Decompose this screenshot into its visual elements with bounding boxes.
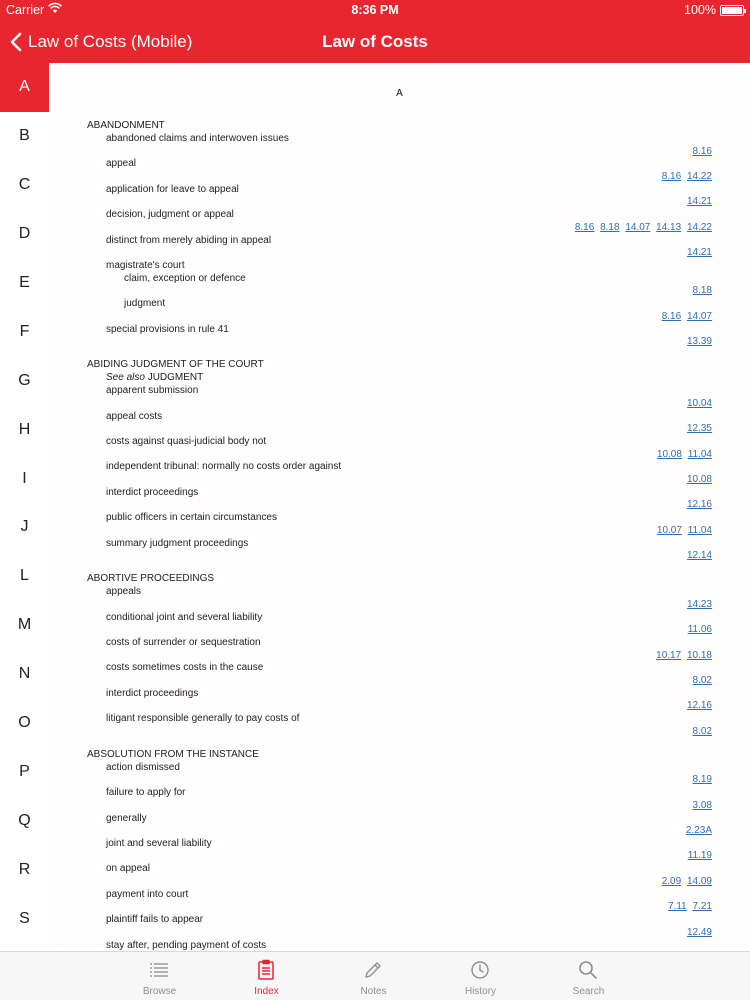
clipboard-icon [255, 959, 277, 981]
entry-label: interdict proceedings [106, 687, 199, 699]
alpha-letter-i[interactable]: I [22, 469, 27, 487]
see-also-prefix: See also [106, 372, 145, 384]
index-content[interactable] [49, 63, 750, 951]
entry-label: apparent submission [106, 385, 199, 397]
index-entry [87, 511, 712, 536]
alpha-letter-b[interactable]: B [19, 127, 30, 145]
ref-link[interactable]: 7.21 [692, 901, 712, 913]
section-title: ABORTIVE PROCEEDINGS [87, 573, 215, 585]
section-title: ABIDING JUDGMENT OF THE COURT [87, 359, 264, 371]
entry-refs [684, 397, 712, 410]
ref-link[interactable]: 12.16 [686, 700, 712, 712]
index-entry [87, 888, 712, 913]
section-title: ABSOLUTION FROM THE INSTANCE [87, 748, 259, 760]
entry-label: claim, exception or defence [124, 272, 246, 284]
ref-link[interactable]: 14.22 [686, 170, 712, 182]
index-entry [87, 537, 712, 562]
alpha-letter-c[interactable]: C [18, 176, 31, 194]
letter-heading: A [396, 88, 403, 99]
ref-link[interactable]: 8.18 [692, 285, 712, 297]
alphabet-index [0, 63, 49, 951]
index-entry [87, 611, 712, 636]
index-section [87, 572, 712, 737]
entry-refs [685, 623, 712, 636]
alpha-letter-f[interactable]: F [19, 322, 30, 340]
entry-refs [684, 699, 712, 712]
entry-refs [690, 674, 712, 687]
entry-refs [684, 926, 712, 939]
entry-refs [690, 284, 712, 297]
entry-refs [690, 773, 712, 786]
entry-refs [572, 221, 712, 234]
ref-link[interactable]: 12.49 [686, 926, 712, 938]
pencil-icon [362, 959, 384, 981]
tab-label: Search [572, 986, 605, 997]
tab-index[interactable] [213, 952, 320, 1000]
tab-label: History [464, 986, 497, 997]
entry-refs [690, 145, 712, 158]
entry-refs [659, 875, 712, 888]
entry-refs [659, 310, 712, 323]
ref-link[interactable]: 11.19 [687, 850, 712, 862]
alpha-letter-h[interactable]: H [18, 420, 31, 438]
index-entry [87, 259, 712, 272]
entry-refs [690, 725, 712, 738]
index-entry [87, 157, 712, 182]
ref-link[interactable]: 12.35 [686, 423, 712, 435]
ref-link[interactable]: 10.17 [656, 649, 682, 661]
tab-browse[interactable] [106, 952, 213, 1000]
entry-label: appeal [106, 158, 137, 170]
magnifier-icon [577, 959, 599, 981]
alpha-letter-e[interactable]: E [19, 274, 30, 291]
ref-link[interactable]: 10.18 [686, 649, 712, 661]
ref-link[interactable]: 8.18 [600, 221, 620, 233]
index-subentry [87, 297, 712, 322]
entry-refs [654, 524, 712, 537]
ref-link[interactable]: 12.16 [686, 499, 712, 511]
index-entry [87, 183, 712, 208]
ref-link[interactable]: 13.39 [686, 336, 712, 348]
ref-link[interactable]: 8.02 [692, 674, 712, 686]
entry-refs [684, 335, 712, 348]
entry-label: special provisions in rule 41 [106, 323, 229, 335]
ref-link[interactable]: 14.09 [686, 875, 712, 887]
index-entry [87, 323, 712, 348]
ref-link[interactable]: 8.16 [574, 221, 595, 233]
index-entry [87, 812, 712, 837]
alpha-letter-j[interactable]: J [20, 518, 29, 536]
entry-refs [685, 849, 712, 862]
ref-link[interactable]: 14.21 [686, 247, 712, 259]
entry-label: independent tribunal: normally no costs order against [106, 461, 342, 473]
entry-label: costs sometimes costs in the cause [106, 662, 264, 674]
alpha-letter-l[interactable]: L [20, 567, 29, 585]
tab-bar [0, 951, 750, 1000]
alpha-letter-r[interactable]: R [18, 860, 31, 878]
ref-link[interactable]: 14.07 [686, 310, 712, 322]
entry-label: costs of surrender or sequestration [106, 637, 261, 649]
index-entry [87, 939, 712, 952]
page-title: Law of Costs [322, 32, 428, 51]
entry-refs [659, 170, 712, 183]
index-section [87, 119, 712, 348]
ref-link[interactable]: 14.07 [625, 221, 651, 233]
index-section [87, 748, 712, 951]
carrier-label: Carrier [6, 3, 45, 17]
index-entry [87, 636, 712, 661]
ref-link[interactable]: 11.06 [687, 624, 712, 636]
entry-label: litigant responsible generally to pay costs of [106, 713, 300, 725]
entry-refs [684, 195, 712, 208]
entry-label: costs against quasi-judicial body not [106, 436, 267, 448]
entry-label: action dismissed [106, 761, 180, 773]
ref-link[interactable]: 10.04 [686, 397, 712, 409]
clock-icon [469, 959, 491, 981]
top-bar [0, 0, 750, 63]
entry-label: decision, judgment or appeal [106, 209, 234, 221]
ref-link[interactable]: 11.04 [687, 524, 712, 536]
entry-label: abandoned claims and interwoven issues [106, 133, 289, 144]
battery-icon [720, 5, 744, 16]
ref-link[interactable]: 12.14 [686, 550, 712, 562]
ref-link[interactable]: 10.08 [686, 473, 712, 485]
entry-label: interdict proceedings [106, 486, 199, 498]
ref-link[interactable]: 10.08 [656, 448, 682, 460]
entry-refs [684, 598, 712, 611]
alpha-letter-s[interactable]: S [19, 909, 30, 927]
back-button-label: Law of Costs (Mobile) [28, 32, 193, 51]
ref-link[interactable]: 2.09 [661, 875, 682, 887]
index-entry [87, 132, 712, 157]
entry-label: stay after, pending payment of costs [106, 939, 267, 951]
index-section [87, 358, 712, 562]
ref-link[interactable]: 14.22 [686, 221, 712, 233]
entry-refs [684, 473, 712, 486]
ref-link[interactable]: 3.08 [692, 799, 712, 811]
index-list [87, 119, 712, 951]
alpha-letter-p[interactable]: P [19, 762, 30, 780]
ref-link[interactable]: 14.23 [686, 598, 712, 610]
index-entry [87, 208, 712, 233]
chevron-left-icon [10, 32, 22, 52]
alpha-letter-m[interactable]: M [17, 616, 32, 634]
entry-label: application for leave to appeal [106, 183, 239, 195]
entry-label: summary judgment proceedings [106, 537, 249, 549]
status-bar [0, 0, 750, 22]
ref-link[interactable]: 8.16 [661, 310, 682, 322]
entry-label: plaintiff fails to appear [106, 914, 204, 926]
see-also-target[interactable]: JUDGMENT [147, 372, 204, 384]
see-also-note [87, 371, 712, 384]
ref-link[interactable]: 2.23A [685, 825, 712, 837]
entry-label: appeal costs [106, 410, 163, 422]
index-entry [87, 384, 712, 409]
alpha-letter-q[interactable]: Q [18, 811, 31, 829]
alpha-letter-g[interactable]: G [18, 371, 31, 389]
alpha-letter-n[interactable]: N [18, 665, 31, 683]
index-entry [87, 712, 712, 737]
entry-label: conditional joint and several liability [106, 611, 263, 623]
entry-label: judgment [124, 298, 166, 310]
list-icon [148, 959, 170, 981]
ref-link[interactable]: 14.21 [686, 196, 712, 208]
section-title: ABANDONMENT [87, 120, 165, 131]
tab-label: Index [254, 986, 279, 997]
entry-label: failure to apply for [106, 787, 186, 799]
index-entry [87, 862, 712, 887]
index-entry [87, 234, 712, 259]
entry-label: joint and several liability [106, 837, 212, 849]
index-entry [87, 410, 712, 435]
ref-link[interactable]: 8.19 [692, 774, 712, 786]
index-entry [87, 585, 712, 610]
entry-refs [653, 649, 712, 662]
entry-refs [684, 422, 712, 435]
entry-label: public officers in certain circumstances [106, 512, 277, 524]
ref-link[interactable]: 11.04 [687, 448, 712, 460]
index-entry [87, 786, 712, 811]
entry-label: payment into court [106, 888, 189, 900]
tab-history[interactable] [427, 952, 534, 1000]
entry-label: on appeal [106, 863, 150, 875]
index-entry [87, 486, 712, 511]
tab-search[interactable] [535, 952, 642, 1000]
index-entry [87, 761, 712, 786]
tab-label: Notes [360, 986, 387, 997]
index-entry [87, 837, 712, 862]
entry-refs [683, 824, 712, 837]
entry-refs [654, 448, 712, 461]
alpha-letter-o[interactable]: O [18, 714, 31, 732]
index-entry [87, 913, 712, 938]
index-entry [87, 661, 712, 686]
tab-notes[interactable] [320, 952, 427, 1000]
ref-link[interactable]: 7.11 [668, 901, 687, 913]
ref-link[interactable]: 8.16 [661, 170, 682, 182]
entry-refs [684, 549, 712, 562]
back-button[interactable] [10, 30, 192, 54]
ref-link[interactable]: 14.13 [656, 221, 682, 233]
ref-link[interactable]: 10.07 [656, 524, 682, 536]
entry-label: appeals [106, 586, 142, 598]
entry-label: distinct from merely abiding in appeal [106, 234, 272, 246]
ref-link[interactable]: 8.16 [692, 145, 712, 157]
entry-label: magistrate's court [106, 259, 185, 271]
index-subentry [87, 272, 712, 297]
entry-refs [684, 246, 712, 259]
entry-refs [665, 900, 712, 913]
alpha-letter-d[interactable]: D [18, 225, 31, 243]
index-entry [87, 435, 712, 460]
status-time: 8:36 PM [351, 3, 399, 17]
index-entry [87, 460, 712, 485]
entry-refs [690, 799, 712, 812]
entry-label: generally [106, 812, 147, 824]
battery-percent: 100% [684, 3, 716, 17]
ref-link[interactable]: 8.02 [692, 725, 712, 737]
tab-label: Browse [142, 986, 177, 997]
index-entry [87, 687, 712, 712]
alpha-letter-a[interactable]: A [0, 63, 49, 112]
entry-refs [684, 498, 712, 511]
